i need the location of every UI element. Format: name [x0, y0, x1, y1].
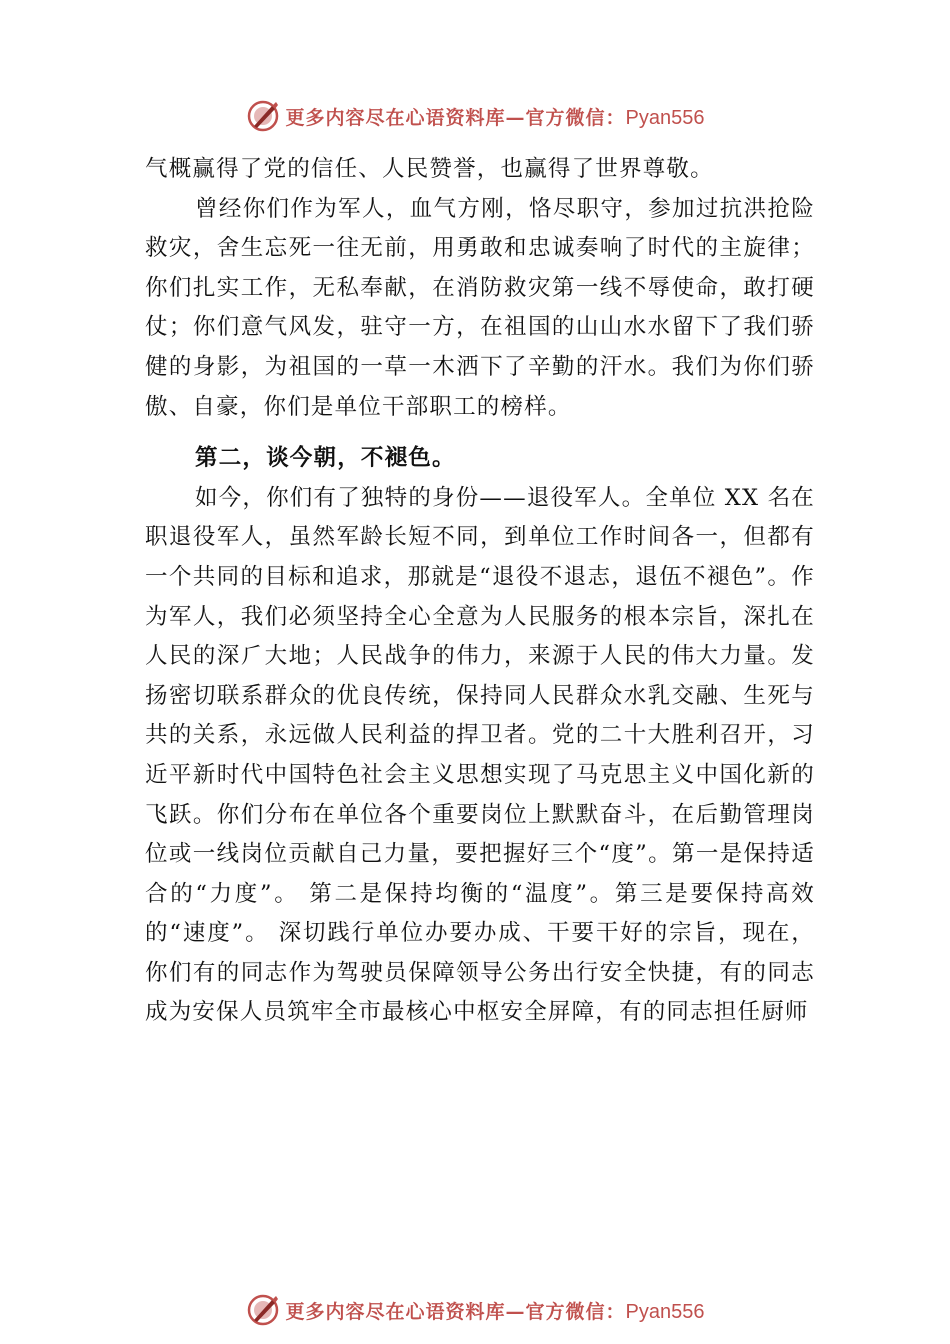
watermark-text: 更多内容尽在心语资料库—官方微信：Pyan556: [285, 1300, 705, 1323]
watermark-text: 更多内容尽在心语资料库—官方微信：Pyan556: [285, 106, 705, 129]
paragraph-past-service: 曾经你们作为军人，血气方刚，恪尽职守，参加过抗洪抢险救灾，舍生忘死一往无前，用勇敢和忠诚奏响了时代的主旋律；你们扎实工作，无私奉献，在消防救灾第一线不辱使命，敢打硬仗；你们意气风发，驻守一方，在祖国的山山水水留下了我们骄健的身影，为祖国的一草一木洒下了辛勤的汗水。我们为你们骄傲、自豪，你们是单位干部职工的榜样。: [145, 195, 815, 420]
paragraph-present: 如今，你们有了独特的身份——退役军人。全单位 XX 名在职退役军人，虽然军龄长短不同，到单位工作时间各一，但都有一个共同的目标和追求，那就是“退役不退志，退伍不褪色”。作为军人，我们必须坚持全心全意为人民服务的根本宗旨，深扎在人民的深⺁大地；人民战争的伟力，来源于人民的伟大力量。发扬密切联系群众的优良传统，保持同人民群众水乳交融、生死与共的关系，永远做人民利益的捍卫者。党的二十大胜利召开，习近平新时代中国特色社会主义思想实现了马克思主义中国化新的飞跃。你们分布在单位各个重要岗位上默默奋斗，在后勤管理岗位或一线岗位贡献自己力量，要把握好三个“度”。第一是保持适合的“力度”。 第二是保持均衡的“温度”。第三是要保持高效的“速度”。 深切践行单位办要办成、干要干好的宗旨，现在，你们有的同志作为驾驶员保障领导公务出行安全快捷，有的同志成为安保人员筑牢全市最核心中枢安全屏障，有的同志担任厨师: [145, 484, 815, 1026]
header-watermark: [0, 96, 950, 136]
paragraph-continuation: 气概赢得了党的信任、人民赞誉，也赢得了世界尊敬。: [145, 156, 714, 182]
document-body: [145, 150, 815, 1033]
section-heading: 第二，谈今朝，不褪色。: [195, 445, 456, 472]
footer-watermark: [0, 1290, 950, 1330]
pen-logo-icon: [246, 99, 280, 133]
pen-logo-icon: [246, 1293, 280, 1327]
